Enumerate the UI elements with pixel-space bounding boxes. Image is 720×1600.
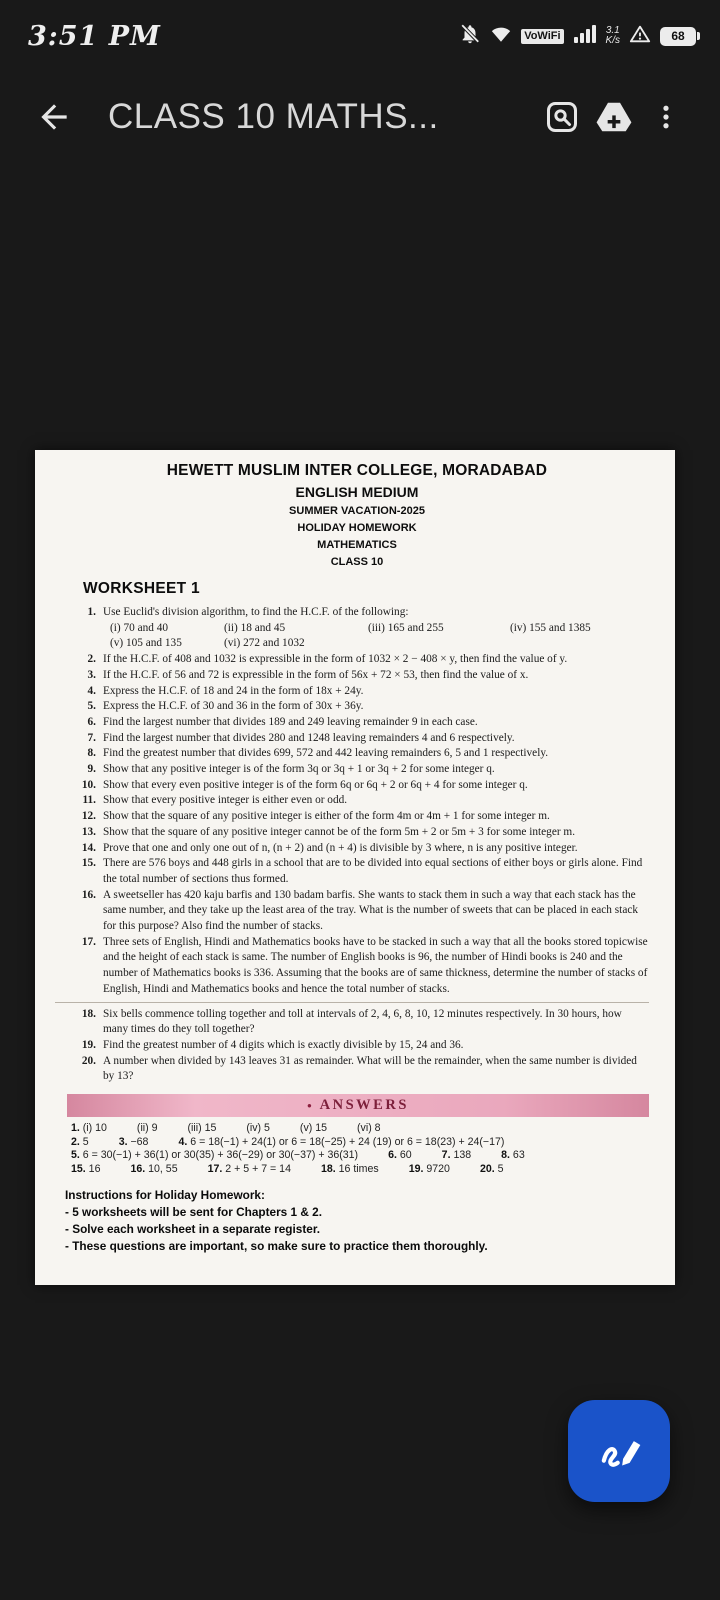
question-item — [75, 699, 649, 715]
document-title: CLASS 10 MATHS... — [108, 97, 439, 136]
answer-item: (iv) 5 — [246, 1122, 270, 1135]
question-option: (iii) 165 and 255 — [368, 621, 444, 634]
question-item — [75, 605, 649, 621]
instruction-line: - 5 worksheets will be sent for Chapters 1 & 2. — [65, 1205, 322, 1220]
answer-item: 2. 5 — [71, 1135, 89, 1148]
answer-item: 19. 9720 — [408, 1162, 450, 1175]
question-number: 19. — [81, 1038, 96, 1051]
page-divider — [55, 1002, 649, 1003]
question-item — [75, 778, 649, 794]
alert-triangle-icon — [629, 23, 651, 50]
annotate-fab-button[interactable] — [568, 1400, 670, 1502]
network-speed — [606, 26, 620, 46]
question-option: (ii) 18 and 45 — [224, 621, 286, 634]
question-item — [75, 888, 649, 935]
pdf-page[interactable] — [35, 450, 675, 1285]
question-item — [75, 935, 649, 998]
doc-header-line: HEWETT MUSLIM INTER COLLEGE, MORADABAD — [166, 462, 548, 479]
question-text: Show that every even positive integer is of the form 6q or 6q + 2 or 6q + 4 for some integer q. — [103, 778, 528, 791]
answer-item: (v) 15 — [299, 1122, 328, 1135]
answer-item: (ii) 9 — [136, 1122, 158, 1135]
question-text: Express the H.C.F. of 30 and 36 in the form of 30x + 36y. — [103, 700, 364, 713]
battery-indicator: 68 — [660, 27, 696, 46]
question-number: 2. — [87, 653, 96, 666]
answers-title: ANSWERS — [319, 1097, 409, 1114]
answer-item: 4. 6 = 18(−1) + 24(1) or 6 = 18(−25) + 24 (19) or 6 = 18(23) + 24(−17) — [178, 1135, 505, 1148]
answer-item: 7. 138 — [441, 1149, 472, 1162]
notifications-off-icon — [459, 23, 481, 50]
question-text: Show that the square of any positive integer is either of the form 4m or 4m + 1 for some integer m. — [103, 810, 550, 823]
answer-row — [71, 1122, 649, 1136]
answers-rows — [71, 1122, 649, 1176]
question-text: Find the largest number that divides 189 and 249 leaving remainder 9 in each case. — [103, 715, 478, 728]
question-option: (i) 70 and 40 — [110, 621, 169, 634]
answer-item: 15. 16 — [71, 1162, 101, 1175]
answer-item: 3. −68 — [118, 1135, 149, 1148]
question-text: Six bells commence tolling together and toll at intervals of 2, 4, 6, 8, 10, 12 minutes respectively. In 30 hours, how many times do they toll together? — [103, 1007, 622, 1036]
question-item — [75, 841, 649, 857]
wifi-icon — [490, 23, 512, 50]
question-number: 12. — [81, 810, 96, 823]
question-item — [75, 1038, 649, 1054]
question-item — [75, 825, 649, 841]
answer-item: 20. 5 — [479, 1162, 504, 1175]
question-text: A sweetseller has 420 kaju barfis and 130 badam barfis. She wants to stack them in such a way that each stack has the same number, and they take up the least area of the tray. What is the number of sweets that can be placed in each stack for this purpose? Also find the number of stacks. — [103, 888, 638, 933]
question-number: 3. — [87, 668, 96, 681]
instructions-block — [65, 1187, 649, 1255]
question-text: Show that the square of any positive integer cannot be of the form 5m + 2 or 5m + 3 for some integer m. — [103, 825, 576, 838]
question-number: 16. — [81, 888, 96, 901]
question-item — [75, 856, 649, 887]
question-number: 15. — [81, 857, 96, 870]
question-item — [75, 1007, 649, 1038]
answer-item: 1. (i) 10 — [71, 1122, 107, 1135]
doc-header-line: SUMMER VACATION-2025 — [289, 505, 425, 517]
app-bar — [0, 78, 720, 156]
answer-item: 5. 6 = 30(−1) + 36(1) or 30(35) + 36(−29) or 30(−37) + 36(31) — [71, 1149, 359, 1162]
signal-bars-icon — [573, 24, 597, 49]
clock: 3:51 PM — [28, 20, 161, 52]
doc-header-line: ENGLISH MEDIUM — [295, 484, 419, 500]
vowifi-badge: VoWiFi — [521, 29, 563, 44]
question-option: (v) 105 and 135 — [110, 637, 182, 650]
pen-edit-icon — [591, 1421, 647, 1482]
doc-header-line: HOLIDAY HOMEWORK — [297, 522, 417, 534]
question-item — [75, 762, 649, 778]
question-item — [75, 746, 649, 762]
question-text: Prove that one and only one out of n, (n + 2) and (n + 4) is divisible by 3 where, n is any positive integer. — [103, 841, 578, 854]
question-text: Find the greatest number that divides 699, 572 and 442 leaving remainders 6, 5 and 1 respectively. — [103, 747, 549, 760]
worksheet-title: WORKSHEET 1 — [83, 580, 200, 597]
answer-item: (iii) 15 — [187, 1122, 217, 1135]
answer-item: 17. 2 + 5 + 7 = 14 — [207, 1162, 291, 1175]
instruction-line: - These questions are important, so make sure to practice them thoroughly. — [65, 1239, 488, 1254]
answer-row — [71, 1163, 649, 1177]
find-in-page-button[interactable] — [536, 91, 588, 143]
question-text: Find the largest number that divides 280 and 1248 leaving remainders 4 and 6 respectively. — [103, 731, 515, 744]
question-item — [75, 668, 649, 684]
question-text: Express the H.C.F. of 18 and 24 in the form of 18x + 24y. — [103, 684, 364, 697]
instruction-line: - Solve each worksheet in a separate register. — [65, 1222, 321, 1237]
question-list — [75, 605, 649, 1085]
overflow-menu-button[interactable] — [640, 91, 692, 143]
question-item — [75, 809, 649, 825]
question-item — [75, 1054, 649, 1085]
question-options-row — [110, 621, 649, 637]
question-text: Show that every positive integer is either even or odd. — [103, 794, 348, 807]
answer-row — [71, 1149, 649, 1163]
question-number: 5. — [87, 700, 96, 713]
question-text: A number when divided by 143 leaves 31 as remainder. What will be the remainder, when the same number is divided by 13? — [103, 1054, 637, 1083]
question-number: 4. — [87, 684, 96, 697]
network-speed-unit: K/s — [605, 35, 620, 46]
doc-header — [65, 462, 649, 568]
question-number: 1. — [87, 606, 96, 618]
question-text: If the H.C.F. of 56 and 72 is expressible in the form of 56x + 72 × 53, then find the value of x. — [103, 668, 529, 681]
network-speed-value: 3.1 — [605, 25, 620, 36]
question-text: Find the greatest number of 4 digits which is exactly divisible by 15, 24 and 36. — [103, 1038, 464, 1051]
question-number: 17. — [81, 935, 96, 948]
answers-heading — [67, 1094, 649, 1117]
doc-header-line: CLASS 10 — [330, 556, 384, 568]
question-number: 6. — [87, 715, 96, 728]
question-number: 9. — [87, 763, 96, 776]
question-text: Three sets of English, Hindi and Mathematics books have to be stacked in such a way that all the books stored topicwise and the height of each stack is same. The number of English books is 96, the number of Hindi books is 240 and the number of Mathematics books is 336. Assuming that the books are of same thickness, determine the number of stacks of English, Hindi and Mathematics books and hence the total number of stacks. — [103, 935, 648, 995]
status-bar — [0, 0, 720, 64]
question-number: 20. — [81, 1054, 96, 1067]
question-option: (iv) 155 and 1385 — [510, 621, 591, 634]
answer-item: 16. 10, 55 — [130, 1162, 178, 1175]
question-text: If the H.C.F. of 408 and 1032 is expressible in the form of 1032 × 2 − 408 × y, then find the value of y. — [103, 653, 568, 666]
answer-item: (vi) 8 — [357, 1122, 381, 1135]
instructions-list — [65, 1204, 649, 1255]
answer-item: 18. 16 times — [320, 1162, 379, 1175]
question-number: 10. — [81, 778, 96, 791]
question-options-row — [110, 636, 649, 652]
status-icons — [459, 23, 696, 50]
doc-header-line: MATHEMATICS — [317, 539, 397, 551]
answer-row — [71, 1136, 649, 1150]
question-number: 13. — [81, 825, 96, 838]
question-number: 11. — [82, 794, 96, 807]
question-item — [75, 731, 649, 747]
bullet-icon: • — [307, 1098, 312, 1114]
back-button[interactable] — [28, 91, 80, 143]
question-number: 18. — [81, 1007, 96, 1020]
question-option: (vi) 272 and 1032 — [224, 637, 305, 650]
question-text: Show that any positive integer is of the form 3q or 3q + 1 or 3q + 2 for some integer q. — [103, 763, 495, 776]
question-number: 8. — [87, 747, 96, 760]
add-to-drive-button[interactable] — [588, 91, 640, 143]
answer-item: 8. 63 — [501, 1149, 525, 1162]
answer-item: 6. 60 — [388, 1149, 412, 1162]
instructions-title: Instructions for Holiday Homework: — [65, 1188, 265, 1203]
question-number: 14. — [81, 841, 96, 854]
question-item — [75, 793, 649, 809]
question-item — [75, 684, 649, 700]
question-text: Use Euclid's division algorithm, to find the H.C.F. of the following: — [103, 606, 409, 618]
question-text: There are 576 boys and 448 girls in a school that are to be divided into equal sections of either boys or girls alone. Find the total number of sections thus formed. — [103, 857, 643, 885]
question-item — [75, 715, 649, 731]
question-item — [75, 652, 649, 668]
question-number: 7. — [87, 731, 96, 744]
